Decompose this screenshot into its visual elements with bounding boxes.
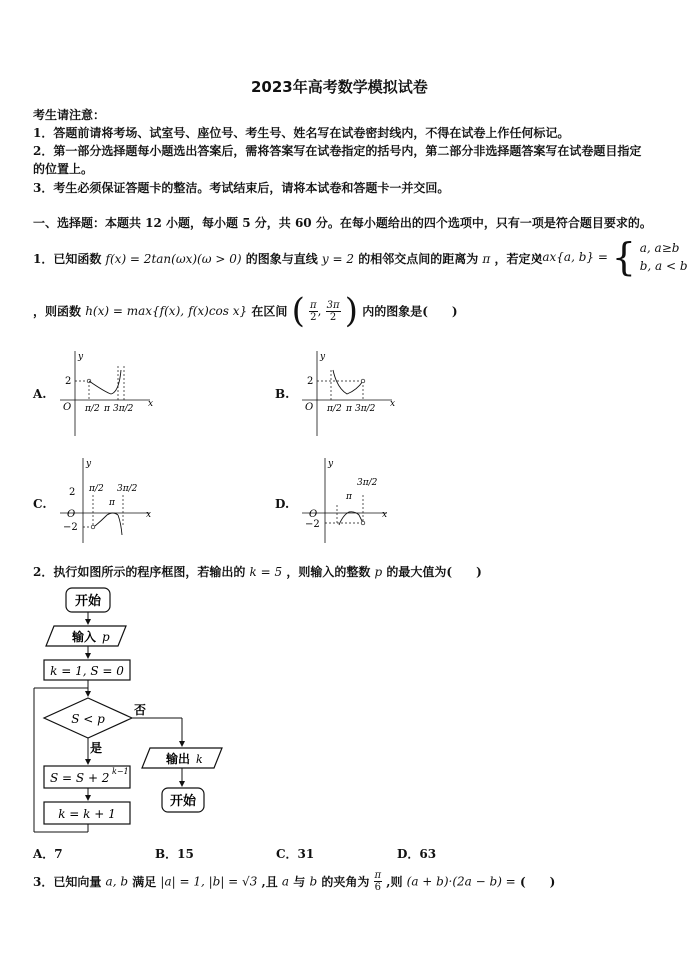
brace-icon: { [611, 235, 636, 279]
q1-line2-b: 在区间 [251, 304, 288, 319]
option-a-x-axis: x [148, 399, 154, 409]
q3-expr: (a + b)·(2a − b) = [406, 874, 516, 889]
q1-line-eq: y = 2 [321, 252, 355, 266]
q3-text-b: 满足 [132, 875, 157, 889]
flow-output-var: k [196, 753, 203, 766]
option-c-tick-3: 3π/2 [117, 484, 138, 494]
option-b-tick-2: π [346, 404, 352, 414]
q2-k5: k = 5 [249, 565, 283, 579]
notice-heading: 考生请注意： [33, 108, 106, 122]
flow-update-s: S = S + 2 [50, 771, 110, 785]
option-d-y-axis: y [328, 459, 334, 469]
q1-max-def [531, 235, 688, 279]
option-b-y-axis: y [320, 352, 326, 362]
option-b-origin: O [305, 402, 314, 413]
option-a-y-axis: y [78, 352, 84, 362]
option-d-origin: O [309, 509, 318, 520]
option-c-label: C. [33, 497, 47, 511]
q3-b: b [309, 874, 318, 889]
q2-choice-a[interactable]: A．7 [33, 847, 63, 861]
option-c-x-axis: x [146, 510, 152, 520]
option-c-ytick: 2 [69, 487, 76, 498]
q1-func: f(x) = 2tan(ωx)(ω > 0) [105, 252, 242, 266]
q3-text [33, 870, 555, 893]
option-c-tick-1: π/2 [89, 484, 104, 494]
flow-init: k = 1, S = 0 [50, 664, 124, 678]
option-b-label: B. [275, 387, 290, 401]
q3-vars: a, b [105, 874, 129, 889]
q1-text-d: ，若定义 [494, 252, 543, 266]
q1-line2: ，则函数 h(x) = max{f(x), f(x)cos x} 在区间 ( $\frac{\pi}{2}$ , $\frac{3\pi}{2}$ ) 内的图象是( ) [33, 291, 458, 331]
flowchart [28, 580, 248, 840]
q2-choice-c[interactable]: C．31 [276, 847, 315, 861]
notice-item-3: 3．考生必须保证答题卡的整洁。考试结束后，请将本试卷和答题卡一并交回。 [33, 181, 450, 195]
notice-item-2-cont: 的位置上。 [33, 162, 94, 176]
q3-text-e: ,则 [386, 875, 403, 889]
option-b-graph[interactable] [297, 348, 397, 438]
q1-pi: π [482, 252, 491, 266]
q3-a: a [281, 874, 290, 889]
flow-cond: S < p [71, 712, 105, 726]
option-d-label: D. [275, 497, 290, 511]
q3-text-a: 3．已知向量 [33, 875, 102, 889]
flow-output: 输出 [166, 752, 191, 766]
q1-interval-right: $\frac{3\pi}{2}$ [326, 299, 340, 323]
flow-input-var: p [102, 630, 110, 644]
q1-text-b: 的图象与直线 [245, 252, 318, 266]
section-heading: 一、选择题：本题共 12 小题，每小题 5 分，共 60 分。在每小题给出的四个选项中，只有一项是符合题目要求的。 [33, 216, 652, 230]
option-d-tick-1: π [346, 492, 352, 502]
q2-p: p [374, 565, 383, 579]
q1-case2: b, a < b [639, 259, 688, 273]
q2-text-b: ，则输入的整数 [286, 565, 371, 579]
option-a-ytick: 2 [65, 376, 72, 387]
option-b-tick-3: 3π/2 [355, 404, 376, 414]
option-a-origin: O [63, 402, 72, 413]
option-a-label: A. [33, 387, 47, 401]
q3-cond: |a| = 1, |b| = √3 [160, 874, 258, 889]
q2-choice-d[interactable]: D．63 [397, 847, 437, 861]
option-a-tick-3: 3π/2 [113, 404, 134, 414]
flow-start: 开始 [74, 594, 102, 609]
q2-choice-b[interactable]: B．15 [155, 847, 194, 861]
left-paren-icon: ( [291, 291, 305, 331]
option-c-ytick-neg: −2 [63, 522, 78, 533]
option-d-ytick-neg: −2 [305, 519, 320, 530]
option-d-tick-2: 3π/2 [357, 478, 378, 488]
option-c-y-axis: y [86, 459, 92, 469]
q1-max-label: max{a, b} = [531, 250, 608, 264]
flow-end: 开始 [169, 794, 197, 809]
option-c-origin: O [67, 509, 76, 520]
option-a-graph[interactable] [55, 348, 155, 438]
flow-input: 输入 [72, 630, 97, 644]
q3-with: 与 [293, 875, 306, 889]
option-a-tick-2: π [104, 404, 110, 414]
option-d-graph[interactable] [297, 455, 397, 545]
q1-interval-left: $\frac{\pi}{2}$ [310, 299, 317, 323]
q1-fcos: f(x)cos x} [188, 304, 248, 318]
q1-case1: a, a≥b [639, 241, 680, 255]
flow-no: 否 [134, 703, 147, 717]
notice-item-1: 1．答题前请将考场、试室号、座位号、考生号、姓名写在试卷密封线内，不得在试卷上作任何标记。 [33, 126, 570, 140]
q1-line2-a: ，则函数 [33, 304, 82, 319]
flow-update-s-exp: k−1 [112, 767, 129, 776]
page-title: 2023年高考数学模拟试卷 [251, 78, 428, 96]
q1-text-a: 1．已知函数 [33, 252, 102, 266]
q2-text-a: 2．执行如图所示的程序框图，若输出的 [33, 565, 246, 579]
flow-update-k: k = k + 1 [58, 807, 116, 821]
q2-text [33, 563, 482, 580]
notice-item-2: 2．第一部分选择题每小题选出答案后，需将答案写在试卷指定的括号内，第二部分非选择题答案写在试卷题目指定 [33, 144, 642, 158]
option-c-graph[interactable] [55, 455, 155, 545]
q1-line2-c: 内的图象是( ) [362, 304, 458, 319]
q3-text-c: ,且 [261, 875, 278, 889]
right-paren-icon: ) [344, 291, 358, 331]
option-c-tick-2: π [109, 498, 115, 508]
option-d-x-axis: x [382, 510, 388, 520]
q3-end: ( ) [519, 875, 556, 889]
q3-angle: $\frac{\pi}{6}$ [374, 870, 382, 893]
q1-text-c: 的相邻交点间的距离为 [358, 252, 479, 266]
q3-text-d: 的夹角为 [321, 875, 370, 889]
option-b-tick-1: π/2 [327, 404, 342, 414]
q1-h: h(x) = max{f(x), [85, 304, 185, 318]
option-a-tick-1: π/2 [85, 404, 100, 414]
q1-line1 [33, 250, 543, 267]
option-b-x-axis: x [390, 399, 396, 409]
q2-text-c: 的最大值为( ) [386, 565, 482, 579]
option-b-ytick: 2 [307, 376, 314, 387]
flow-yes: 是 [90, 741, 103, 755]
